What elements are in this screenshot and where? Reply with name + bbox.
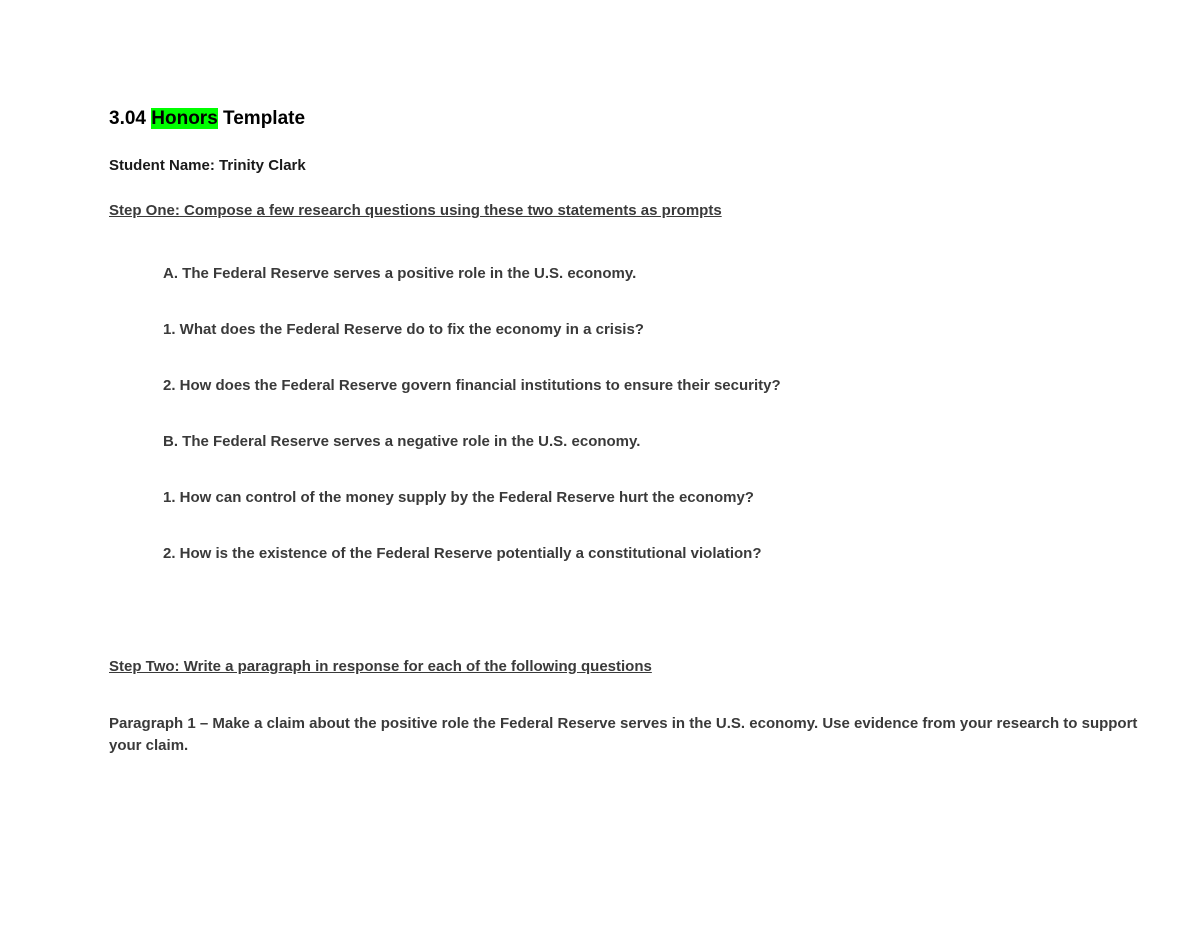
question-a-2: 2. How does the Federal Reserve govern financial institutions to ensure their security? (163, 377, 781, 394)
student-name-value: Trinity Clark (219, 157, 306, 174)
student-name-line (109, 157, 306, 175)
student-name-label: Student Name: (109, 157, 215, 174)
question-a-1: 1. What does the Federal Reserve do to fix the economy in a crisis? (163, 321, 644, 338)
title-highlighted-word: Honors (151, 108, 218, 129)
paragraph-1-prompt: Paragraph 1 – Make a claim about the positive role the Federal Reserve serves in the U.S. economy. Use evidence from your research to support your claim. (109, 715, 1138, 754)
step-two-heading: Step Two: Write a paragraph in response for each of the following questions (109, 658, 652, 675)
question-b-2: 2. How is the existence of the Federal Reserve potentially a constitutional violation? (163, 545, 762, 562)
statement-a: A. The Federal Reserve serves a positive role in the U.S. economy. (163, 265, 637, 282)
statement-b: B. The Federal Reserve serves a negative role in the U.S. economy. (163, 433, 641, 450)
title-word: Template (223, 108, 306, 129)
title-number: 3.04 (109, 108, 146, 129)
step-one-instruction: Compose a few research questions using these two statements as prompts (184, 202, 722, 219)
question-b-1: 1. How can control of the money supply by the Federal Reserve hurt the economy? (163, 489, 754, 506)
step-one-heading (109, 202, 722, 220)
document-title (109, 108, 305, 130)
step-one-label: Step One: (109, 202, 180, 219)
